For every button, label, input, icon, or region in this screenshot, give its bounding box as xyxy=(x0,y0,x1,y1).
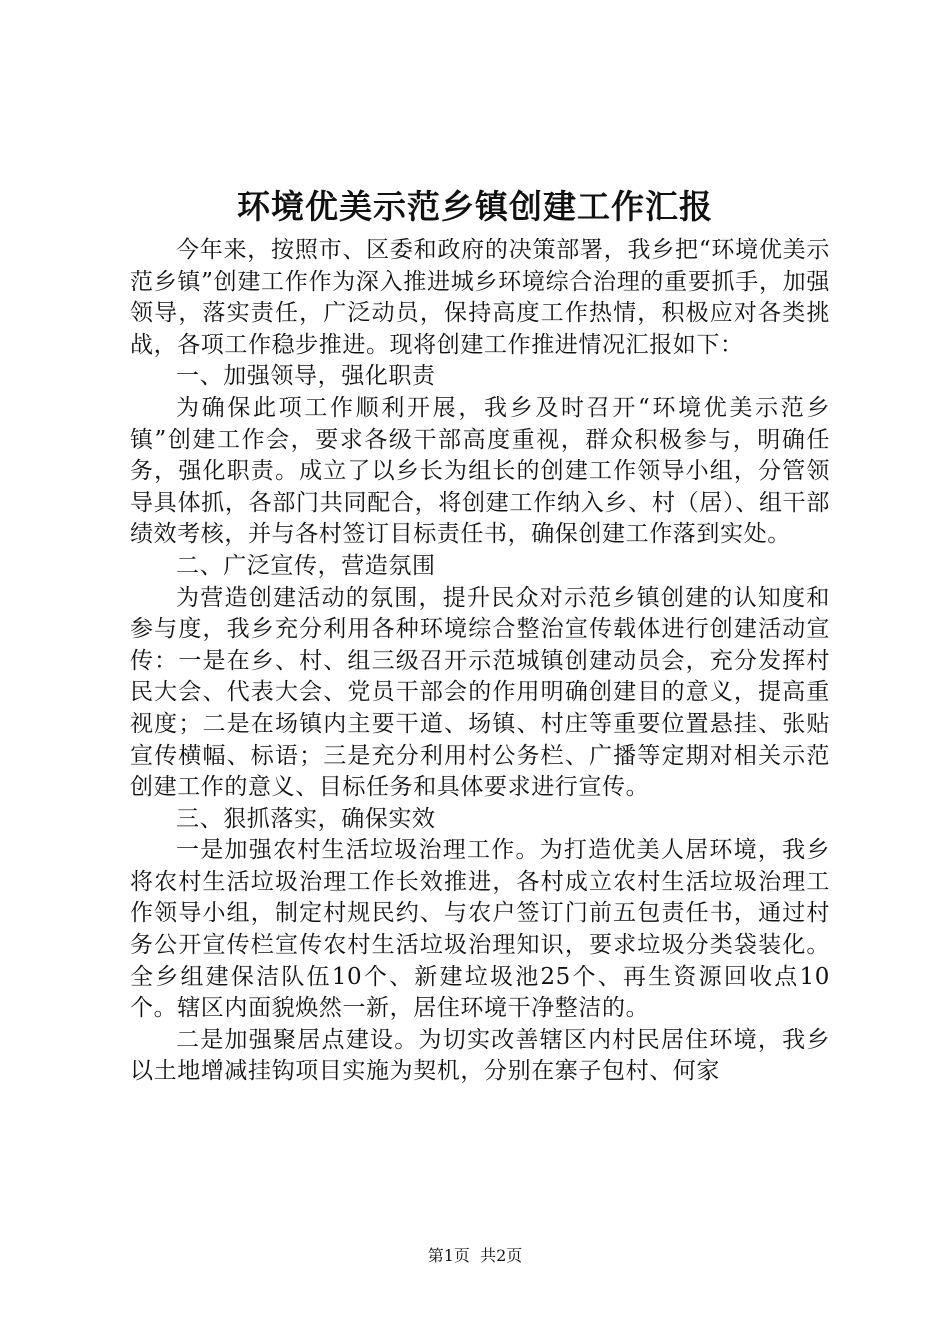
section-1-paragraph: 为确保此项工作顺利开展，我乡及时召开“环境优美示范乡镇”创建工作会，要求各级干部高度重视，群众积极参与，明确任务，强化职责。成立了以乡长为组长的创建工作领导小组，分管领导具体抓，各部门共同配合，将创建工作纳入乡、村（居）、组干部绩效考核，并与各村签订目标责任书，确保创建工作落到实处。 xyxy=(130,394,830,548)
section-heading-3: 三、狠抓落实，确保实效 xyxy=(176,805,436,832)
page-total: 共2页 xyxy=(480,1246,523,1265)
section-heading-2: 二、广泛宣传，营造氛围 xyxy=(176,552,436,579)
section-3-paragraph-2: 二是加强聚居点建设。为切实改善辖区内村民居住环境，我乡以土地增减挂钩项目实施为契机，分别在寨子包村、何家 xyxy=(130,1026,830,1085)
page-footer xyxy=(0,1245,950,1267)
section-2-paragraph: 为营造创建活动的氛围，提升民众对示范乡镇创建的认知度和参与度，我乡充分利用各种环境综合整治宣传载体进行创建活动宣传：一是在乡、村、组三级召开示范城镇创建动员会，充分发挥村民大会、代表大会、党员干部会的作用明确创建目的意义，提高重视度；二是在场镇内主要干道、场镇、村庄等重要位置悬挂、张贴宣传横幅、标语；三是充分利用村公务栏、广播等定期对相关示范创建工作的意义、目标任务和具体要求进行宣传。 xyxy=(130,584,830,801)
page-number: 第1页 xyxy=(427,1246,470,1265)
document-title: 环境优美示范乡镇创建工作汇报 xyxy=(237,187,713,226)
intro-paragraph: 今年来，按照市、区委和政府的决策部署，我乡把“环境优美示范乡镇”创建工作作为深入推进城乡环境综合治理的重要抓手，加强领导，落实责任，广泛动员，保持高度工作热情，积极应对各类挑战，各项工作稳步推进。现将创建工作推进情况汇报如下： xyxy=(130,237,830,358)
section-heading-1: 一、加强领导，强化职责 xyxy=(176,363,436,390)
document-body xyxy=(130,235,830,1088)
section-3-paragraph-1: 一是加强农村生活垃圾治理工作。为打造优美人居环境，我乡将农村生活垃圾治理工作长效推进，各村成立农村生活垃圾治理工作领导小组，制定村规民约、与农户签订门前五包责任书，通过村务公开宣传栏宣传农村生活垃圾治理知识，要求垃圾分类袋装化。全乡组建保洁队伍10个、新建垃圾池25个、再生资源回收点10个。辖区内面貌焕然一新，居住环境干净整洁的。 xyxy=(130,837,830,1022)
